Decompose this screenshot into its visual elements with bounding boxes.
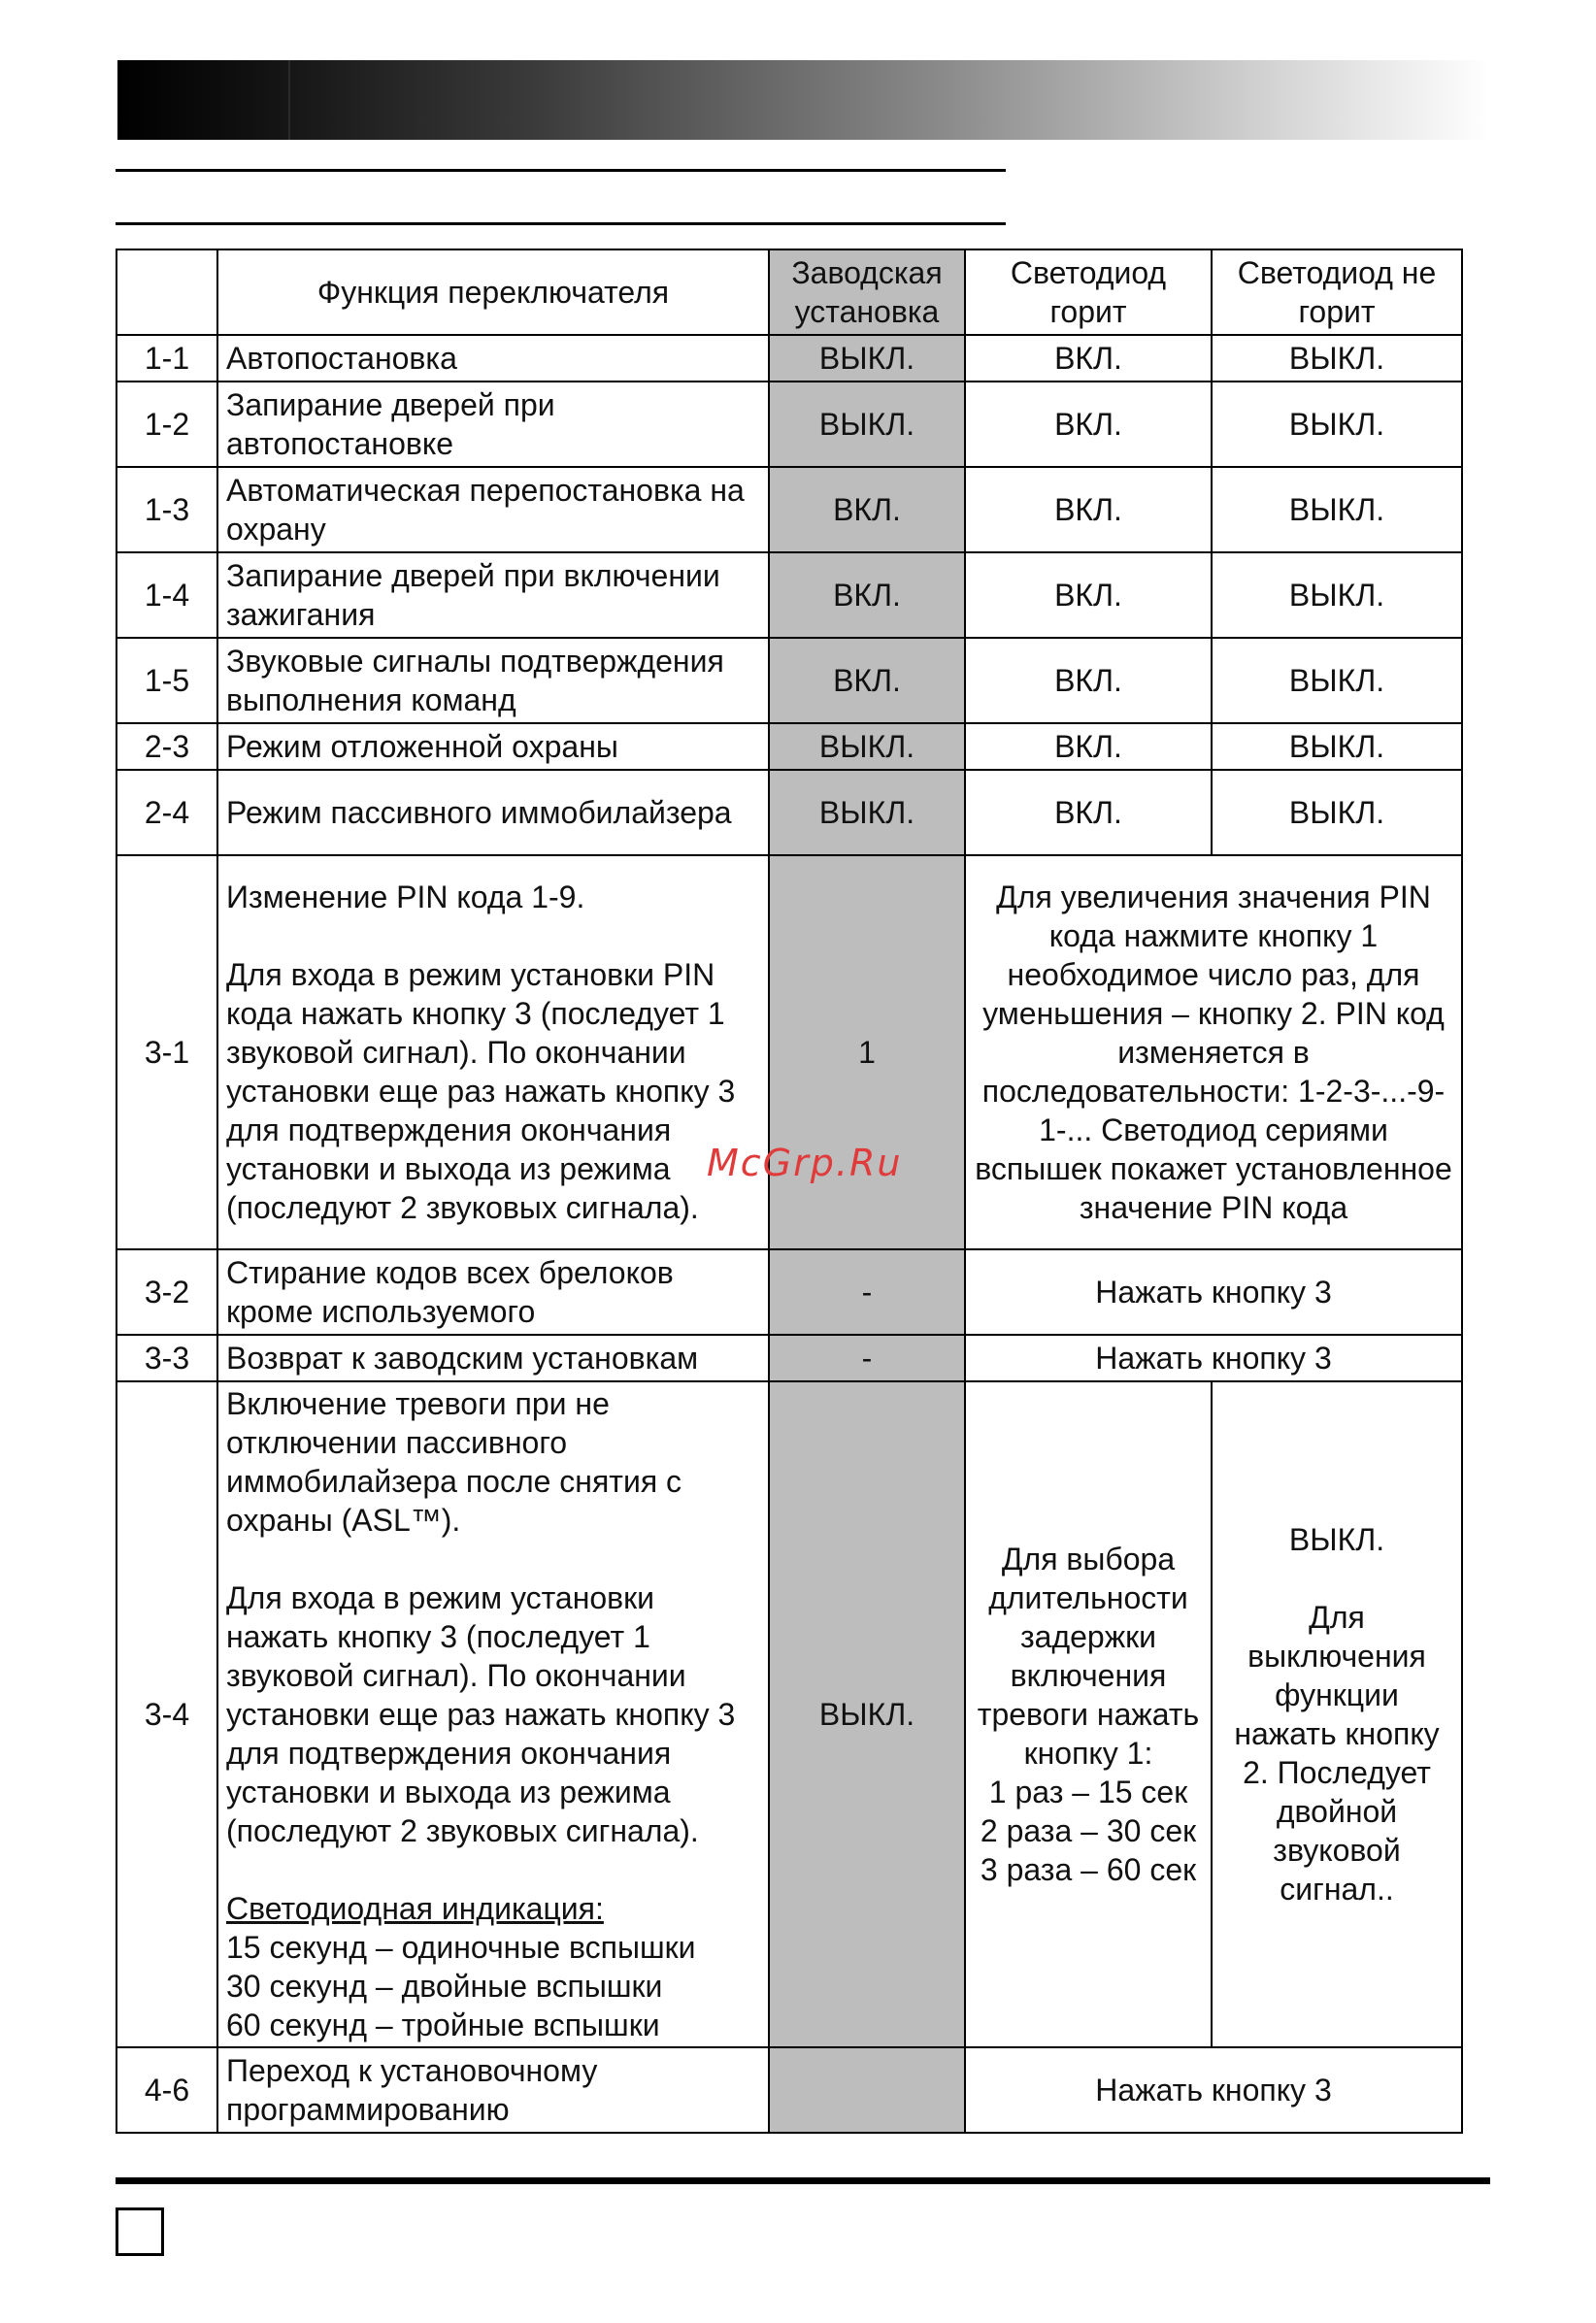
row-default: ВЫКЛ. xyxy=(769,1381,965,2047)
led-indication-title: Светодиодная индикация: xyxy=(226,1891,604,1926)
row-num: 3-3 xyxy=(116,1335,217,1381)
title-underline-2 xyxy=(116,222,1006,225)
table-row xyxy=(116,467,1462,552)
pin-change-description xyxy=(217,855,769,1249)
asl-title: Включение тревоги при не отключении пассивного иммобилайзера после снятия с охраны (ASL™). xyxy=(226,1386,682,1538)
row-function: Стирание кодов всех брелоков кроме используемого xyxy=(217,1249,769,1335)
row-led-on: ВКЛ. xyxy=(965,770,1212,855)
row-num: 3-2 xyxy=(116,1249,217,1335)
row-led-off: ВЫКЛ. xyxy=(1212,382,1462,467)
row-function: Переход к установочному программированию xyxy=(217,2047,769,2133)
pin-change-title: Изменение PIN кода 1-9. xyxy=(226,879,585,914)
row-function: Звуковые сигналы подтверждения выполнения команд xyxy=(217,638,769,723)
pin-led-description: Для увеличения значения PIN кода нажмите кнопку 1 необходимое число раз, для уменьшения – кнопку 2. PIN код изменяется в последовательности: 1-2-3-...-9-1-... Светодиод сериями вспышек покажет установленное значение PIN кода xyxy=(965,855,1462,1249)
row-led-off: ВЫКЛ. xyxy=(1212,638,1462,723)
row-default: - xyxy=(769,1335,965,1381)
row-default: ВЫКЛ. xyxy=(769,723,965,770)
asl-description xyxy=(217,1381,769,2047)
table-row xyxy=(116,770,1462,855)
header-led-on: Светодиод горит xyxy=(965,249,1212,335)
pin-change-instructions: Для входа в режим установки PIN кода нажать кнопку 3 (последует 1 звуковой сигнал). По окончании установки еще раз нажать кнопку 3 для подтверждения окончания установки и выхода из режима (последуют 2 звуковых сигнала). xyxy=(226,957,736,1225)
row-num: 1-5 xyxy=(116,638,217,723)
row-led-on: ВКЛ. xyxy=(965,638,1212,723)
row-num: 2-3 xyxy=(116,723,217,770)
table-row-3-1 xyxy=(116,855,1462,1249)
table-row xyxy=(116,382,1462,467)
row-num: 3-1 xyxy=(116,855,217,1249)
header-led-off: Светодиод не горит xyxy=(1212,249,1462,335)
led-indication-line: 60 секунд – тройные вспышки xyxy=(226,2008,660,2042)
row-function: Режим пассивного иммобилайзера xyxy=(217,770,769,855)
row-led-on: ВКЛ. xyxy=(965,382,1212,467)
row-num: 3-4 xyxy=(116,1381,217,2047)
row-led-off: ВЫКЛ. xyxy=(1212,723,1462,770)
row-led-on: ВКЛ. xyxy=(965,335,1212,382)
row-default: - xyxy=(769,1249,965,1335)
row-led: Нажать кнопку 3 xyxy=(965,2047,1462,2133)
table-row xyxy=(116,723,1462,770)
row-default: ВЫКЛ. xyxy=(769,382,965,467)
row-led-off: ВЫКЛ. xyxy=(1212,770,1462,855)
row-led: Нажать кнопку 3 xyxy=(965,1335,1462,1381)
header-default: Заводская установка xyxy=(769,249,965,335)
header-bar-divider xyxy=(288,60,290,140)
header-num xyxy=(116,249,217,335)
table-row xyxy=(116,1335,1462,1381)
row-default: ВЫКЛ. xyxy=(769,770,965,855)
row-led-on: ВКЛ. xyxy=(965,723,1212,770)
row-function: Запирание дверей при автопостановке xyxy=(217,382,769,467)
asl-delay-option: 3 раза – 60 сек xyxy=(980,1852,1197,1887)
row-led-off: ВЫКЛ. xyxy=(1212,552,1462,638)
row-default: ВКЛ. xyxy=(769,638,965,723)
footer-rule xyxy=(116,2177,1490,2184)
asl-led-on xyxy=(965,1381,1212,2047)
table-row xyxy=(116,335,1462,382)
watermark: McGrp.Ru xyxy=(707,1142,903,1184)
row-led-off: ВЫКЛ. xyxy=(1212,467,1462,552)
row-num: 2-4 xyxy=(116,770,217,855)
row-default xyxy=(769,2047,965,2133)
row-led-off: ВЫКЛ. xyxy=(1212,335,1462,382)
asl-led-off xyxy=(1212,1381,1462,2047)
row-num: 1-1 xyxy=(116,335,217,382)
row-num: 1-3 xyxy=(116,467,217,552)
asl-delay-option: 2 раза – 30 сек xyxy=(980,1813,1197,1848)
led-indication-line: 30 секунд – двойные вспышки xyxy=(226,1969,663,2004)
asl-led-off-title: ВЫКЛ. xyxy=(1288,1522,1385,1557)
switch-settings-table xyxy=(116,249,1463,2134)
header-gradient-bar xyxy=(117,60,1490,140)
row-default: ВКЛ. xyxy=(769,467,965,552)
asl-led-on-text: Для выбора длительности задержки включения тревоги нажать кнопку 1: xyxy=(977,1542,1200,1771)
table-row xyxy=(116,1249,1462,1335)
header-function: Функция переключателя xyxy=(217,249,769,335)
row-default: 1 xyxy=(769,855,965,1249)
page-number-box xyxy=(116,2207,164,2256)
title-underline-1 xyxy=(116,169,1006,172)
row-led: Нажать кнопку 3 xyxy=(965,1249,1462,1335)
table-row xyxy=(116,638,1462,723)
asl-led-off-text: Для выключения функции нажать кнопку 2. Последует двойной звуковой сигнал.. xyxy=(1234,1600,1440,1907)
asl-instructions: Для входа в режим установки нажать кнопку 3 (последует 1 звуковой сигнал). По окончании установки еще раз нажать кнопку 3 для подтверждения окончания установки и выхода из режима (последуют 2 звуковых сигнала). xyxy=(226,1580,736,1848)
row-num: 4-6 xyxy=(116,2047,217,2133)
row-function: Автопостановка xyxy=(217,335,769,382)
row-function: Режим отложенной охраны xyxy=(217,723,769,770)
row-num: 1-4 xyxy=(116,552,217,638)
row-num: 1-2 xyxy=(116,382,217,467)
table-row-3-4 xyxy=(116,1381,1462,2047)
row-function: Запирание дверей при включении зажигания xyxy=(217,552,769,638)
row-function: Возврат к заводским установкам xyxy=(217,1335,769,1381)
asl-delay-option: 1 раз – 15 сек xyxy=(988,1775,1188,1809)
led-indication-line: 15 секунд – одиночные вспышки xyxy=(226,1930,696,1965)
table-header-row xyxy=(116,249,1462,335)
row-default: ВЫКЛ. xyxy=(769,335,965,382)
row-default: ВКЛ. xyxy=(769,552,965,638)
row-led-on: ВКЛ. xyxy=(965,467,1212,552)
table-row xyxy=(116,2047,1462,2133)
row-led-on: ВКЛ. xyxy=(965,552,1212,638)
row-function: Автоматическая перепостановка на охрану xyxy=(217,467,769,552)
table-row xyxy=(116,552,1462,638)
